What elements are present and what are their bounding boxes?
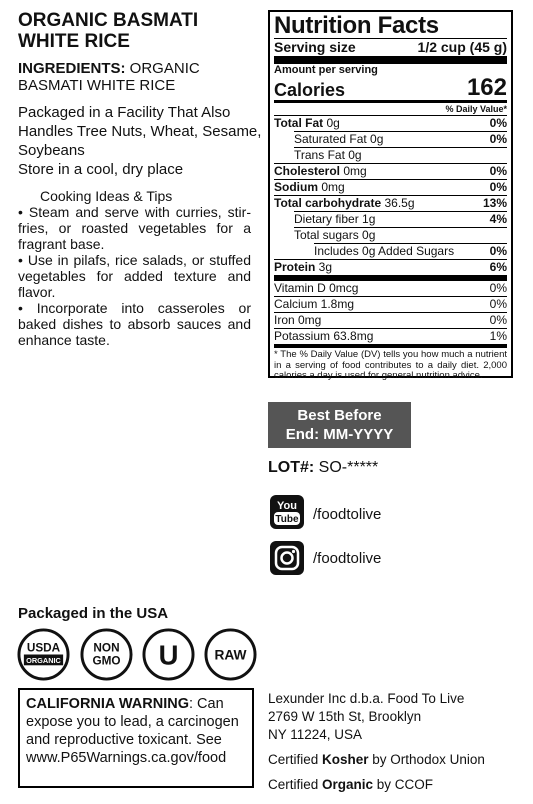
nutrient-dv: 13% [482, 196, 507, 210]
nutrient-row [294, 131, 507, 147]
instagram-icon[interactable] [269, 540, 305, 576]
kosher-u-text: U [158, 639, 179, 671]
cert-type: Organic [322, 777, 374, 792]
nutrient-amount: 0g [323, 116, 340, 130]
ingredients-label: INGREDIENTS: [18, 60, 126, 77]
youtube-icon[interactable] [269, 494, 305, 530]
youtube-handle[interactable]: /foodtolive [313, 506, 382, 523]
nutrition-footnote: * The % Daily Value (DV) tells you how much a nutrient in a serving of food contributes to a daily diet. 2,000 calories a day is used for general nutrition advice. [274, 344, 507, 382]
vitamin-dv: 0% [489, 313, 507, 327]
nutrient-row [274, 195, 507, 211]
nutrient-amount: Trans Fat 0g [294, 148, 362, 162]
storage-note: Store in a cool, dry place [18, 161, 184, 178]
nutrient-name: Total Fat [274, 116, 324, 130]
nutrient-dv: 4% [489, 212, 507, 226]
address-line: 2769 W 15th St, Brooklyn [268, 709, 422, 724]
nutrient-row [274, 115, 507, 131]
nutrient-row [294, 227, 507, 243]
vitamin-label: Calcium 1.8mg [274, 297, 355, 311]
calories-label: Calories [274, 80, 346, 100]
address-line: Lexunder Inc d.b.a. Food To Live [268, 691, 465, 706]
vitamin-label: Vitamin D 0mcg [274, 281, 359, 295]
nutrient-row [294, 211, 507, 227]
nutrient-name: Sodium [274, 180, 318, 194]
ingredients-value: ORGANIC BASMATI WHITE RICE [18, 60, 200, 94]
usda-text: USDA [26, 641, 61, 655]
nutrition-title: Nutrition Facts [274, 12, 439, 39]
nutrient-name: Cholesterol [274, 164, 341, 178]
non-gmo-badge [80, 628, 133, 681]
organic-certification [268, 777, 433, 792]
vitamin-row [274, 328, 507, 344]
address-line: NY 11224, USA [268, 727, 363, 742]
cert-type: Kosher [322, 752, 369, 767]
youtube-icon-bottom: Tube [275, 514, 299, 525]
nutrient-amount: 0mg [340, 164, 367, 178]
nutrient-row [314, 243, 507, 259]
nutrient-dv: 0% [489, 180, 507, 194]
cert-prefix: Certified [268, 752, 323, 767]
nutrient-name: Total carbohydrate [274, 196, 382, 210]
raw-text: RAW [214, 647, 247, 663]
lot-number [268, 459, 378, 477]
cooking-tip: • Use in pilafs, rice salads, or stuffed vegetables for added texture and flavor. [18, 252, 251, 300]
daily-value-header: % Daily Value* [274, 100, 507, 115]
cert-prefix: Certified [268, 777, 323, 792]
gmo-text: GMO [92, 654, 121, 668]
instagram-handle[interactable]: /foodtolive [313, 550, 382, 567]
origin-label: Packaged in the USA [18, 605, 169, 622]
best-before-line2: End: MM-YYYY [285, 426, 394, 443]
thick-divider [274, 56, 507, 64]
raw-badge [204, 628, 257, 681]
nutrient-dv: 0% [489, 164, 507, 178]
serving-size-label: Serving size [274, 39, 356, 55]
nutrient-amount: Saturated Fat 0g [294, 132, 384, 146]
warning-text: : Can expose you to lead, a carcinogen and reproductive toxicant. See www.P65Warnings.ca.gov/food [26, 696, 239, 766]
vitamin-row [274, 296, 507, 312]
cooking-tip: • Steam and serve with curries, stir-fries, or roasted vegetables for a fragrant base. [18, 204, 251, 252]
nutrient-row [274, 163, 507, 179]
cert-body: by CCOF [373, 777, 434, 792]
serving-size-value: 1/2 cup (45 g) [417, 39, 507, 55]
nutrient-amount: Total sugars 0g [294, 228, 376, 242]
nutrient-row [294, 147, 507, 163]
nutrient-amount: 0mg [318, 180, 345, 194]
cooking-tips [18, 188, 251, 348]
lot-label: LOT#: [268, 459, 315, 476]
vitamin-dv: 1% [489, 329, 507, 343]
vitamin-label: Iron 0mg [274, 313, 322, 327]
best-before-box [268, 402, 411, 448]
cooking-tip: • Incorporate into casseroles or baked dishes to absorb sauces and enhance taste. [18, 300, 251, 348]
nutrient-amount: Dietary fiber 1g [294, 212, 376, 226]
organic-text: ORGANIC [26, 655, 61, 665]
nutrient-dv: 0% [489, 116, 507, 130]
nutrition-facts-panel [268, 10, 513, 381]
nutrient-amount: 36.5g [381, 196, 415, 210]
nutrient-dv: 6% [489, 260, 507, 274]
amount-per-serving: Amount per serving [274, 64, 378, 76]
vitamin-label: Potassium 63.8mg [274, 329, 374, 343]
nutrient-dv: 0% [489, 244, 507, 258]
nutrient-row [274, 179, 507, 195]
company-address [268, 690, 518, 744]
usda-organic-badge [17, 628, 70, 681]
cert-body: by Orthodox Union [368, 752, 485, 767]
lot-value: SO-***** [314, 459, 379, 476]
serving-size-row [274, 38, 507, 56]
kosher-certification [268, 752, 485, 767]
vitamin-dv: 0% [489, 297, 507, 311]
vitamin-row [274, 312, 507, 328]
non-text: NON [93, 641, 120, 655]
cooking-tips-title: Cooking Ideas & Tips [40, 188, 173, 204]
nutrient-amount: 3g [315, 260, 333, 274]
nutrient-dv: 0% [489, 132, 507, 146]
ingredients-text [18, 60, 258, 94]
california-warning [18, 688, 254, 788]
best-before-line1: Best Before [297, 407, 382, 424]
vitamin-dv: 0% [489, 281, 507, 295]
nutrient-name: Protein [274, 260, 316, 274]
warning-label: CALIFORNIA WARNING [26, 696, 189, 712]
product-title: ORGANIC BASMATI WHITE RICE [18, 10, 199, 52]
vitamin-row [274, 281, 507, 296]
calories-row [274, 76, 507, 100]
calories-value: 162 [466, 74, 507, 101]
nutrient-amount: Includes 0g Added Sugars [314, 244, 455, 258]
kosher-badge [142, 628, 195, 681]
nutrient-row [274, 259, 507, 275]
youtube-icon-top: You [277, 500, 297, 512]
facility-note: Packaged in a Facility That Also Handles Tree Nuts, Wheat, Sesame, Soybeans [18, 104, 262, 159]
